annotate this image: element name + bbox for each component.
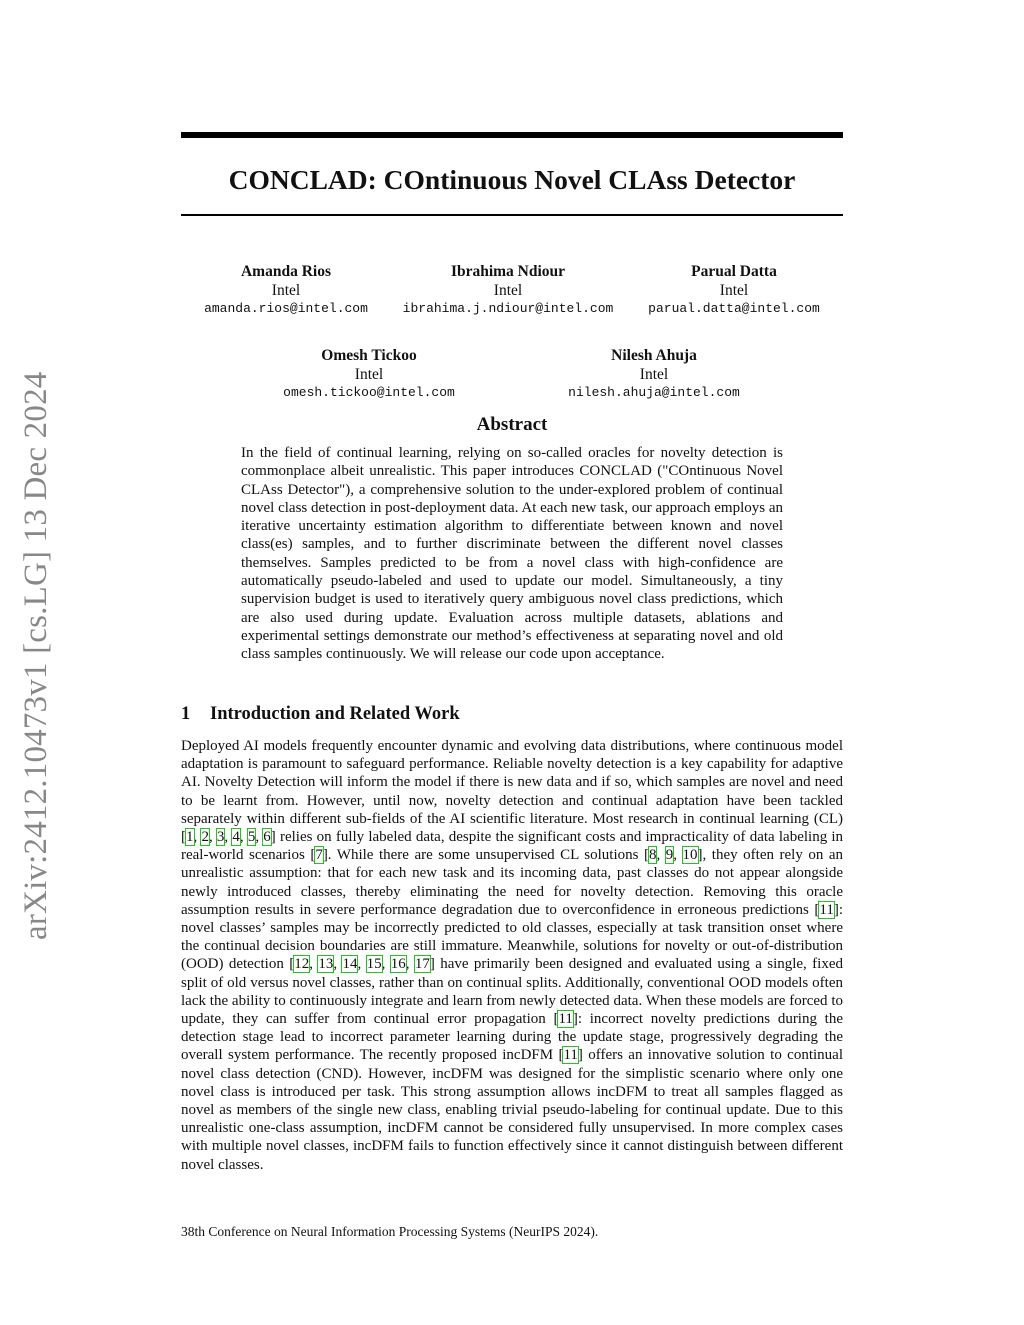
body-text: , — [224, 829, 233, 846]
arxiv-stamp: arXiv:2412.10473v1 [cs.LG] 13 Dec 2024 — [18, 371, 54, 940]
abstract-text: In the field of continual learning, relying on so-called oracles for novelty detection is commonplace albeit unrealistic. This paper introduces CONCLAD ("COntinuous Novel CLAss Detector"), a comprehensive solution to the under-explored problem of continual novel class detection in post-deployment data. At each new task, our approach employs an iterative uncertainty estimation algorithm to differentiate between known and novel class(es) samples, and to further discriminate between the different novel classes themselves. Samples predicted to be from a novel class with high-confidence are automatically pseudo-labeled and used to update our model. Simultaneously, a tiny supervision budget is used to iteratively query ambiguous novel class predictions, which are also used during update. Evaluation across multiple datasets, ablations and experimental settings demonstrate our method’s effectiveness at separating novel and old class samples continuously. We will release our code upon acceptance. — [241, 445, 783, 663]
citation-link[interactable]: 5 — [247, 829, 256, 846]
citation-link[interactable]: 16 — [390, 956, 406, 973]
author-block — [239, 346, 499, 402]
body-text: , — [673, 847, 683, 864]
citation-link[interactable]: 17 — [414, 956, 430, 973]
abstract-heading: Abstract — [476, 414, 548, 435]
body-text: ] have primarily been designed and evaluated using a single, fixed split of old versus novel classes, rather than on continual splits. Additionally, conventional OOD models often lack the ability to continuously integrate and learn from newly detected data. When these models are forced to update, they can suffer from continual error propagation [ — [181, 956, 844, 1028]
body-text: ], they often rely on an unrealistic assumption: that for each new task and its incoming data, past classes do not appear alongside newly introduced classes, thereby eliminating the need for novelty detection. Removing this oracle assumption results in severe performance degradation due to overconfidence in erroneous predictions [ — [181, 847, 844, 918]
body-text: , — [381, 956, 391, 973]
body-text: , — [405, 956, 415, 973]
conference-footnote: 38th Conference on Neural Information Processing Systems (NeurIPS 2024). — [181, 1224, 599, 1239]
author-name: Ibrahima Ndiour — [450, 263, 566, 280]
citation-link[interactable]: 14 — [342, 956, 358, 973]
section-number: 1 — [181, 704, 191, 724]
author-affiliation: Intel — [271, 282, 301, 299]
author-affiliation: Intel — [719, 282, 749, 299]
author-affiliation: Intel — [354, 366, 384, 383]
citation-link[interactable]: 11 — [819, 901, 834, 918]
body-text: , — [333, 956, 343, 973]
author-email[interactable]: ibrahima.j.ndiour@intel.com — [402, 301, 614, 316]
author-name: Omesh Tickoo — [321, 347, 417, 364]
author-name: Nilesh Ahuja — [611, 347, 697, 364]
citation-link[interactable]: 7 — [315, 847, 323, 864]
body-text: ] offers an innovative solution to continual novel class detection (CND). However, incDFM was designed for the simplistic scenario where only one novel class is introduced per task. This strong assumption allows incDFM to treat all samples flagged as novel as members of the single new class, enabling trivial pseudo-labeling for continual update. Due to this unrealistic one-class assumption, incDFM cannot be considered fully unsupervised. In more complex cases with multiple novel classes, incDFM fails to function effectively since it cannot distinguish between different novel classes. — [181, 1047, 843, 1173]
body-text: ]: novel classes’ samples may be incorrectly predicted to old classes, especially at task transition onset where the continual decision boundaries are still immature. Meanwhile, solutions for novelty or out-of-distribution (OOD) detection [ — [181, 901, 843, 973]
body-text: ]. While there are some unsupervised CL solutions [ — [322, 847, 649, 864]
author-block — [604, 262, 864, 318]
paper-title: CONCLAD: COntinuous Novel CLAss Detector — [228, 164, 796, 195]
citation-link[interactable]: 11 — [558, 1011, 573, 1028]
citation-link[interactable]: 13 — [318, 956, 334, 973]
citation-link[interactable]: 8 — [648, 847, 657, 864]
author-name: Parual Datta — [691, 263, 777, 280]
citation-link[interactable]: 4 — [232, 829, 240, 846]
citation-link[interactable]: 12 — [294, 956, 310, 973]
body-text: , — [656, 847, 666, 864]
title-top-rule — [181, 132, 843, 138]
author-block — [156, 262, 416, 318]
author-email[interactable]: parual.datta@intel.com — [648, 301, 820, 316]
author-email[interactable]: amanda.rios@intel.com — [204, 301, 368, 316]
body-text: ] relies on fully labeled data, despite the significant costs and impracticality of data labeling in real-world scenarios [ — [181, 829, 844, 864]
body-text: , — [357, 956, 367, 973]
citation-link[interactable]: 2 — [201, 829, 209, 846]
citation-link[interactable]: 9 — [665, 847, 674, 864]
body-text: , — [309, 956, 319, 973]
author-affiliation: Intel — [639, 366, 669, 383]
author-affiliation: Intel — [493, 282, 523, 299]
title-bottom-rule — [181, 214, 843, 216]
body-text: , — [193, 829, 202, 846]
author-email[interactable]: omesh.tickoo@intel.com — [283, 385, 455, 400]
body-text: ]: incorrect novelty predictions during the detection stage lead to incorrect parameter learning during the update stage, progressively degrading the overall system performance. The recently proposed incDFM [ — [181, 1011, 844, 1064]
introduction-text — [181, 737, 843, 1174]
author-name: Amanda Rios — [240, 263, 331, 280]
author-block — [524, 346, 784, 402]
citation-link[interactable]: 1 — [186, 829, 194, 846]
citation-link[interactable]: 6 — [263, 829, 271, 846]
citation-link[interactable]: 11 — [563, 1047, 578, 1064]
citation-link[interactable]: 15 — [366, 956, 382, 973]
section-heading — [181, 704, 460, 725]
body-text: Deployed AI models frequently encounter dynamic and evolving data distributions, where continuous model adaptation is paramount to safeguard performance. Reliable novelty detection is a key capability for adaptive AI. Novelty Detection will inform the model if there is new data and if so, which samples are novel and need to be learnt from. However, until now, novelty detection and continual adaptation have been tackled separately within different sub-fields of the AI scientific literature. Most research in continual learning (CL) [ — [181, 738, 843, 846]
citation-link[interactable]: 3 — [216, 829, 225, 846]
author-block — [378, 262, 638, 318]
author-email[interactable]: nilesh.ahuja@intel.com — [568, 385, 740, 400]
body-text: , — [208, 829, 217, 846]
section-title: Introduction and Related Work — [210, 704, 460, 724]
body-text: , — [239, 829, 248, 846]
body-text: , — [255, 829, 264, 846]
citation-link[interactable]: 10 — [682, 847, 698, 864]
